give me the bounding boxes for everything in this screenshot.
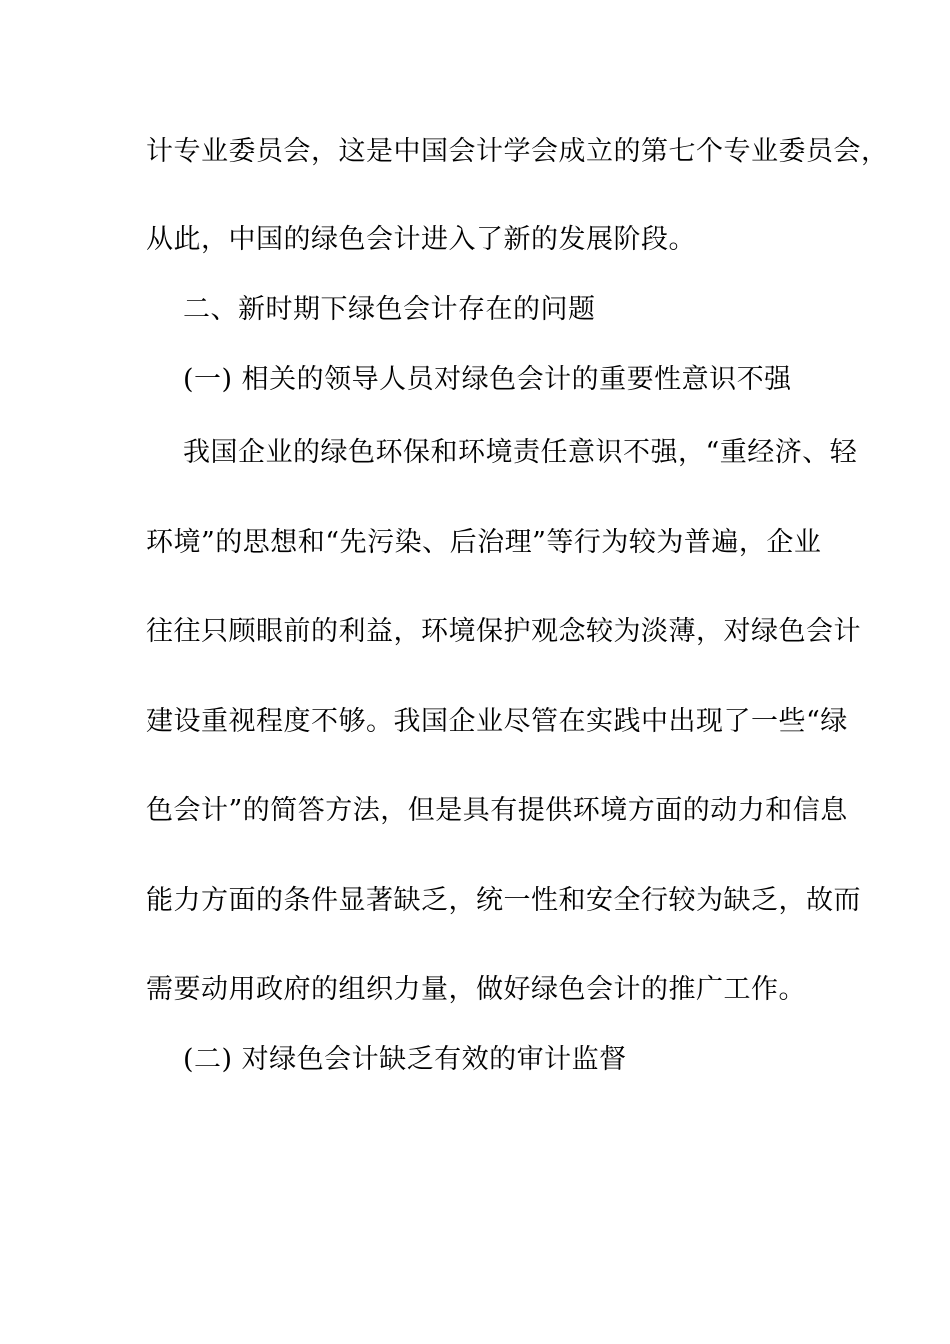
paragraph-line: 色会计”的简答方法，但是具有提供环境方面的动力和信息: [146, 795, 848, 826]
paragraph-line: 需要动用政府的组织力量，做好绿色会计的推广工作。: [146, 974, 806, 1005]
paragraph-line: 往往只顾眼前的利益，环境保护观念较为淡薄，对绿色会计: [146, 616, 861, 647]
paragraph-line: 从此，中国的绿色会计进入了新的发展阶段。: [146, 224, 696, 255]
paragraph-line: 计专业委员会，这是中国会计学会成立的第七个专业委员会，: [146, 136, 889, 167]
paragraph-line: 建设重视程度不够。我国企业尽管在实践中出现了一些“绿: [146, 706, 848, 737]
section-heading: 二、新时期下绿色会计存在的问题: [183, 294, 596, 325]
paragraph-line: 能力方面的条件显著缺乏，统一性和安全行较为缺乏，故而: [146, 885, 861, 916]
paragraph-line: 我国企业的绿色环保和环境责任意识不强，“重经济、轻: [183, 437, 858, 468]
paragraph-line: 环境”的思想和“先污染、后治理”等行为较为普遍，企业: [146, 527, 822, 558]
subsection-heading: (一) 相关的领导人员对绿色会计的重要性意识不强: [183, 364, 792, 395]
subsection-heading: (二) 对绿色会计缺乏有效的审计监督: [183, 1044, 627, 1075]
